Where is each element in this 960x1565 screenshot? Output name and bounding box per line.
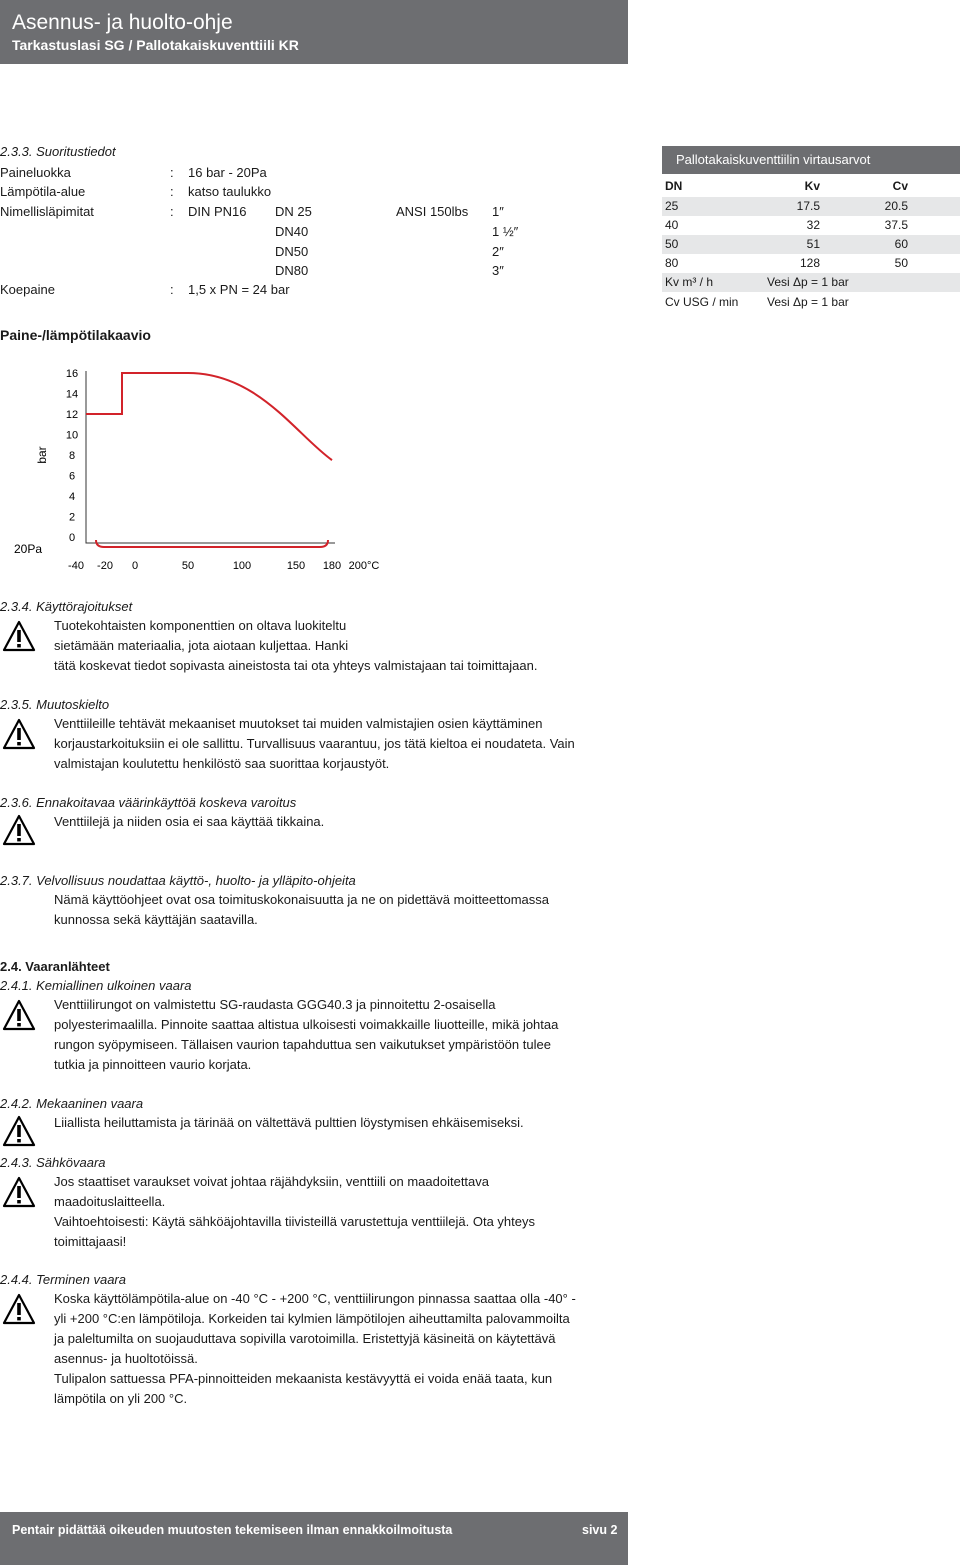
spec-value: 16 bar - 20Pa [188, 165, 267, 180]
warning-icon [2, 1115, 36, 1147]
chart-axes [86, 371, 335, 543]
section-heading: 2.3.6. Ennakoitavaa väärinkäyttöä koskeva varoitus [0, 795, 297, 810]
section-body [54, 995, 634, 1075]
y-tick-label: 2 [68, 511, 76, 524]
y-tick-label: 16 [65, 368, 79, 380]
body-line: korjaustarkoituksiin ei ole sallittu. Turvallisuus vaarantuu, jos tätä kieltoa ei noudateta. Vain [54, 736, 575, 751]
x-tick-label: 180 [322, 560, 342, 572]
pressure-temperature-chart [14, 355, 390, 580]
page-title: Asennus- ja huolto-ohje [12, 11, 233, 34]
table-cell: 17.5 [796, 199, 820, 213]
x-tick-label: 150 [286, 560, 306, 572]
y-tick-label: 12 [65, 409, 79, 421]
note-label: Kv m³ / h [665, 275, 714, 289]
warning-icon [2, 999, 36, 1031]
body-line: Jos staattiset varaukset voivat johtaa räjähdyksiin, venttiili on maadoitettava [54, 1174, 490, 1189]
section-heading: 2.3.5. Muutoskielto [0, 697, 110, 712]
table-cell: 20.5 [884, 199, 908, 213]
body-line: tutkia ja pinnoitteen vaurio korjata. [54, 1057, 252, 1072]
y-tick-label: 4 [68, 491, 76, 503]
warning-icon [2, 1176, 36, 1208]
warning-icon [2, 1293, 36, 1325]
table-cell: 25 [665, 199, 679, 213]
body-line: Venttiilirungot on valmistettu SG-raudasta GGG40.3 ja pinnoitettu 2-osaisella [54, 997, 496, 1012]
body-line: Tulipalon sattuessa PFA-pinnoitteiden mekaanista kestävyyttä ei voida enää taata, kun [54, 1371, 553, 1386]
section-body [54, 890, 634, 930]
table-row [662, 235, 960, 254]
table-cell: 50 [665, 237, 679, 251]
body-line: Tuotekohtaisten komponenttien on oltava luokiteltu [54, 618, 347, 633]
spec-label: Lämpötila-alue [0, 184, 86, 199]
section-body [54, 714, 634, 774]
body-line: kunnossa sekä käyttäjän saatavilla. [54, 912, 258, 927]
spec-value: DIN PN16 [188, 204, 247, 219]
x-tick-label: 100 [232, 560, 252, 572]
spec-label: Koepaine [0, 282, 55, 297]
y-extra-label: 20Pa [14, 542, 43, 556]
section-body [54, 1289, 634, 1409]
spec-value: 1,5 x PN = 24 bar [188, 282, 290, 297]
body-line: rungon syöpymiseen. Tällaisen vaurion tapahduttua sen vaikutukset ympäristöön tulee [54, 1037, 551, 1052]
spec-dn: DN 25 [275, 204, 312, 219]
table-row [662, 216, 960, 235]
spec-ansi: ANSI 150lbs [396, 204, 469, 219]
warning-icon [2, 814, 36, 846]
table-header-row [662, 177, 960, 196]
table-cell: 50 [894, 256, 908, 270]
body-line: yli +200 °C:en lämpötiloja. Korkeiden tai kylmien lämpötilojen aiheuttamilta palovammoilta [54, 1311, 570, 1326]
spec-label: Nimellisläpimitat [0, 204, 94, 219]
footer-disclaimer: Pentair pidättää oikeuden muutosten tekemiseen ilman ennakkoilmoitusta [12, 1523, 453, 1537]
column-header: Cv [892, 179, 908, 193]
body-line: Koska käyttölämpötila-alue on -40 °C - +200 °C, venttiilirungon pinnassa saattaa olla -40° - [54, 1291, 576, 1306]
page-number: sivu 2 [582, 1523, 618, 1537]
y-tick-label: 0 [68, 532, 76, 544]
section-body [54, 1172, 634, 1252]
section-body [54, 616, 634, 676]
page-footer [0, 1512, 628, 1565]
specs-heading: 2.3.3. Suoritustiedot [0, 144, 116, 159]
table-cell: 32 [806, 218, 820, 232]
body-line: toimittajaasi! [54, 1234, 127, 1249]
table-cell: 60 [894, 237, 908, 251]
body-line: Nämä käyttöohjeet ovat osa toimituskokonaisuutta ja ne on pidettävä moitteettomassa [54, 892, 550, 907]
chart-svg [14, 355, 390, 580]
body-line: tätä koskevat tiedot sopivasta aineistosta tai ota yhteys valmistajaan tai toimittajaan. [54, 658, 538, 673]
pressure-limit-curve [86, 373, 332, 460]
body-line: Venttiilejä ja niiden osia ei saa käyttää tikkaina. [54, 814, 325, 829]
warning-icon [2, 718, 36, 750]
body-line: Venttiileille tehtävät mekaaniset muutokset tai muiden valmistajien osien käyttäminen [54, 716, 543, 731]
table-cell: 37.5 [884, 218, 908, 232]
y-tick-label: 14 [65, 388, 79, 401]
y-tick-label: 8 [68, 450, 76, 462]
x-tick-label: 50 [181, 560, 195, 572]
body-line: sietämään materiaalia, jota aiotaan kuljettaa. Hanki [54, 638, 349, 653]
spec-dn: DN80 [275, 263, 309, 278]
section-heading: 2.4.2. Mekaaninen vaara [0, 1096, 144, 1111]
y-tick-label: 6 [68, 470, 76, 483]
table-row [662, 197, 960, 216]
section-heading: 2.4.4. Terminen vaara [0, 1272, 126, 1287]
body-line: Liiallista heiluttamista ja tärinää on vältettävä pulttien löystymisen ehkäisemiseksi. [54, 1115, 524, 1130]
section-heading: 2.4.3. Sähkövaara [0, 1155, 106, 1170]
page-header [0, 0, 628, 64]
table-cell: 80 [665, 256, 679, 270]
section-body [54, 1113, 634, 1133]
table-cell: 51 [806, 237, 820, 251]
section-heading: 2.4. Vaaranlähteet [0, 959, 110, 974]
spec-inch: 3″ [492, 263, 504, 278]
spec-label: Paineluokka [0, 165, 71, 180]
column-header: DN [665, 179, 683, 193]
body-line: polyesterimaalilla. Pinnoite saattaa altistua ulkoisesti voimakkaille liuotteille, mikä johtaa [54, 1017, 559, 1032]
warning-icon [2, 620, 36, 652]
spec-inch: 2″ [492, 244, 504, 259]
body-line: ja paleltumilta on suojauduttava sopivilla varotoimilla. Eristettyjä käsineitä on käytettävä [54, 1331, 556, 1346]
body-line: valmistajan koulutettu henkilöstö saa suorittaa korjaustyöt. [54, 756, 390, 771]
spec-colon: : [170, 282, 174, 297]
column-header: Kv [804, 179, 820, 193]
body-line: maadoituslaitteella. [54, 1194, 166, 1209]
spec-dn: DN50 [275, 244, 309, 259]
body-line: asennus- ja huoltotöissä. [54, 1351, 198, 1366]
x-tick-label: 200°C [348, 560, 380, 572]
spec-colon: : [170, 165, 174, 180]
spec-colon: : [170, 184, 174, 199]
section-heading: 2.3.4. Käyttörajoitukset [0, 599, 133, 614]
x-tick-label: -20 [97, 560, 113, 572]
y-axis-label: bar [35, 446, 49, 464]
table-note-row [662, 273, 960, 292]
spec-value: katso taulukko [188, 184, 272, 199]
x-tick-label: 0 [131, 560, 139, 572]
page-subtitle: Tarkastuslasi SG / Pallotakaiskuventtiili KR [12, 37, 299, 53]
section-body [54, 812, 634, 832]
body-line: lämpötila on yli 200 °C. [54, 1391, 188, 1406]
chart-title: Paine-/lämpötilakaavio [0, 327, 151, 343]
table-note-row [662, 293, 960, 312]
note-value: Vesi Δp = 1 bar [767, 295, 849, 309]
note-value: Vesi Δp = 1 bar [767, 275, 849, 289]
table-row [662, 254, 960, 273]
y-tick-label: 10 [65, 429, 79, 442]
body-line: Vaihtoehtoisesti: Käytä sähköäjohtavilla tiivisteillä varustettuja venttiilejä. Ota yhteys [54, 1214, 536, 1229]
table-cell: 40 [665, 218, 679, 232]
flow-table-title: Pallotakaiskuventtiilin virtausarvot [662, 146, 960, 174]
note-label: Cv USG / min [665, 295, 739, 309]
subsection-heading: 2.4.1. Kemiallinen ulkoinen vaara [0, 978, 192, 993]
spec-inch: 1″ [492, 204, 504, 219]
table-cell: 128 [799, 256, 820, 270]
spec-dn: DN40 [275, 224, 309, 239]
x-tick-label: -40 [68, 560, 84, 572]
spec-colon: : [170, 204, 174, 219]
spec-inch: 1 ½″ [492, 224, 519, 239]
section-heading: 2.3.7. Velvollisuus noudattaa käyttö-, huolto- ja ylläpito-ohjeita [0, 873, 356, 888]
